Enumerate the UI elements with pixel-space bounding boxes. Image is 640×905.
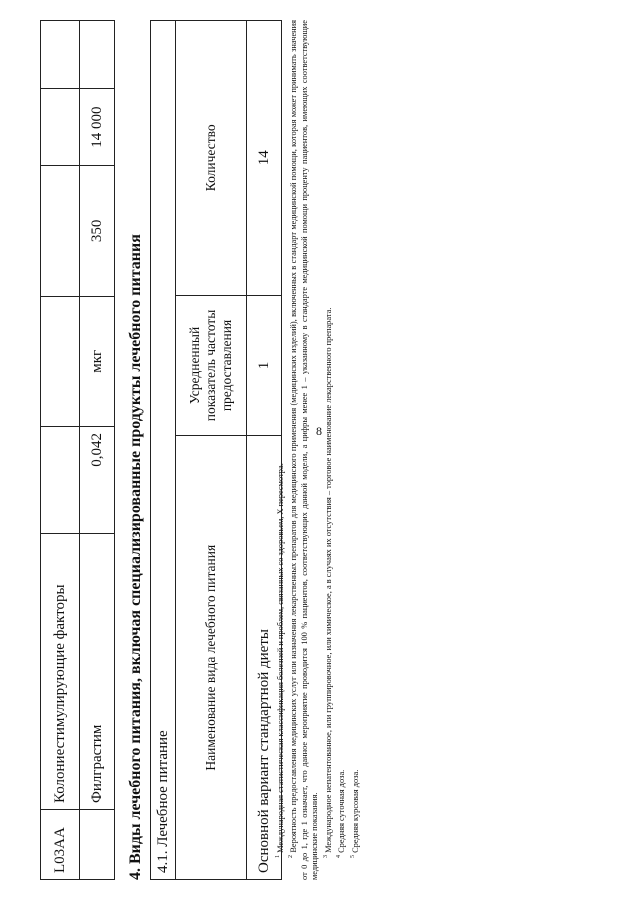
atc-code-cell: L03AA	[41, 810, 80, 880]
table-row	[151, 21, 176, 880]
header-frequency: Усредненный показатель частоты предоставления	[176, 295, 247, 436]
frequency-cell: 0,042	[80, 426, 115, 533]
empty-cell	[41, 21, 80, 89]
footnote-5	[348, 20, 361, 880]
empty-cell	[80, 810, 115, 880]
footnote-text: Средняя курсовая доза.	[350, 769, 360, 853]
empty-cell	[41, 89, 80, 166]
footnote-1	[273, 20, 286, 880]
rotated-content	[30, 20, 630, 880]
drug-table	[40, 20, 115, 880]
diet-quantity-cell: 14	[247, 21, 282, 296]
footnote-mark: 3	[322, 855, 329, 858]
drug-name-cell: Филграстим	[80, 534, 115, 810]
table-row	[80, 21, 115, 880]
drug-group-cell: Колониестимулирующие факторы	[41, 534, 80, 810]
empty-cell	[41, 166, 80, 296]
table-row	[41, 21, 80, 880]
nutrition-table	[150, 20, 282, 880]
footnote-mark: 1	[275, 855, 281, 858]
header-quantity: Количество	[176, 21, 247, 296]
section-heading: 4. Виды лечебного питания, включая специализированные продукты лечебного питания	[127, 234, 144, 880]
footnote-2	[286, 20, 321, 880]
course-dose-cell: 14 000	[80, 89, 115, 166]
footnote-text: Международное непатентованное, или группировочное, или химическое, а в случаях их отсутствия – торговое наименование лекарственного препарата.	[323, 307, 333, 853]
page-number: 8	[316, 424, 322, 438]
footnote-text: Международная статистическая классификация болезней и проблем, связанных со здоровьем, X пересмотра.	[275, 463, 285, 853]
diet-frequency-cell: 1	[247, 295, 282, 436]
daily-dose-cell: 350	[80, 166, 115, 296]
table-header-row	[176, 21, 247, 880]
empty-cell	[80, 21, 115, 89]
header-name: Наименование вида лечебного питания	[176, 436, 247, 880]
unit-cell: мкг	[80, 296, 115, 426]
diet-name-cell: Основной вариант стандартной диеты	[247, 436, 282, 880]
footnote-mark: 2	[288, 855, 295, 858]
footnotes	[273, 20, 361, 880]
footnote-mark: 4	[336, 855, 343, 858]
empty-cell	[41, 426, 80, 533]
footnote-text: Вероятность предоставления медицинских услуг или назначения лекарственных препаратов для медицинского применения (медицинских изделий), включенных в стандарт медицинской помощи, которая может принимать значения от 0 до 1, где 1 означает, что данное мероприятие проводится 100 % пациентов, соответствующих данной модели, а цифры менее 1 – указанному в стандарте медицинской помощи проценту пациентов, имеющих соответствующие медицинские показания.	[289, 20, 320, 880]
footnote-text: Средняя суточная доза.	[337, 769, 347, 853]
footnote-3	[321, 20, 334, 880]
footnote-4	[334, 20, 347, 880]
nutrition-subtitle: 4.1. Лечебное питание	[151, 21, 176, 880]
empty-cell	[41, 296, 80, 426]
footnote-mark: 5	[349, 855, 356, 858]
